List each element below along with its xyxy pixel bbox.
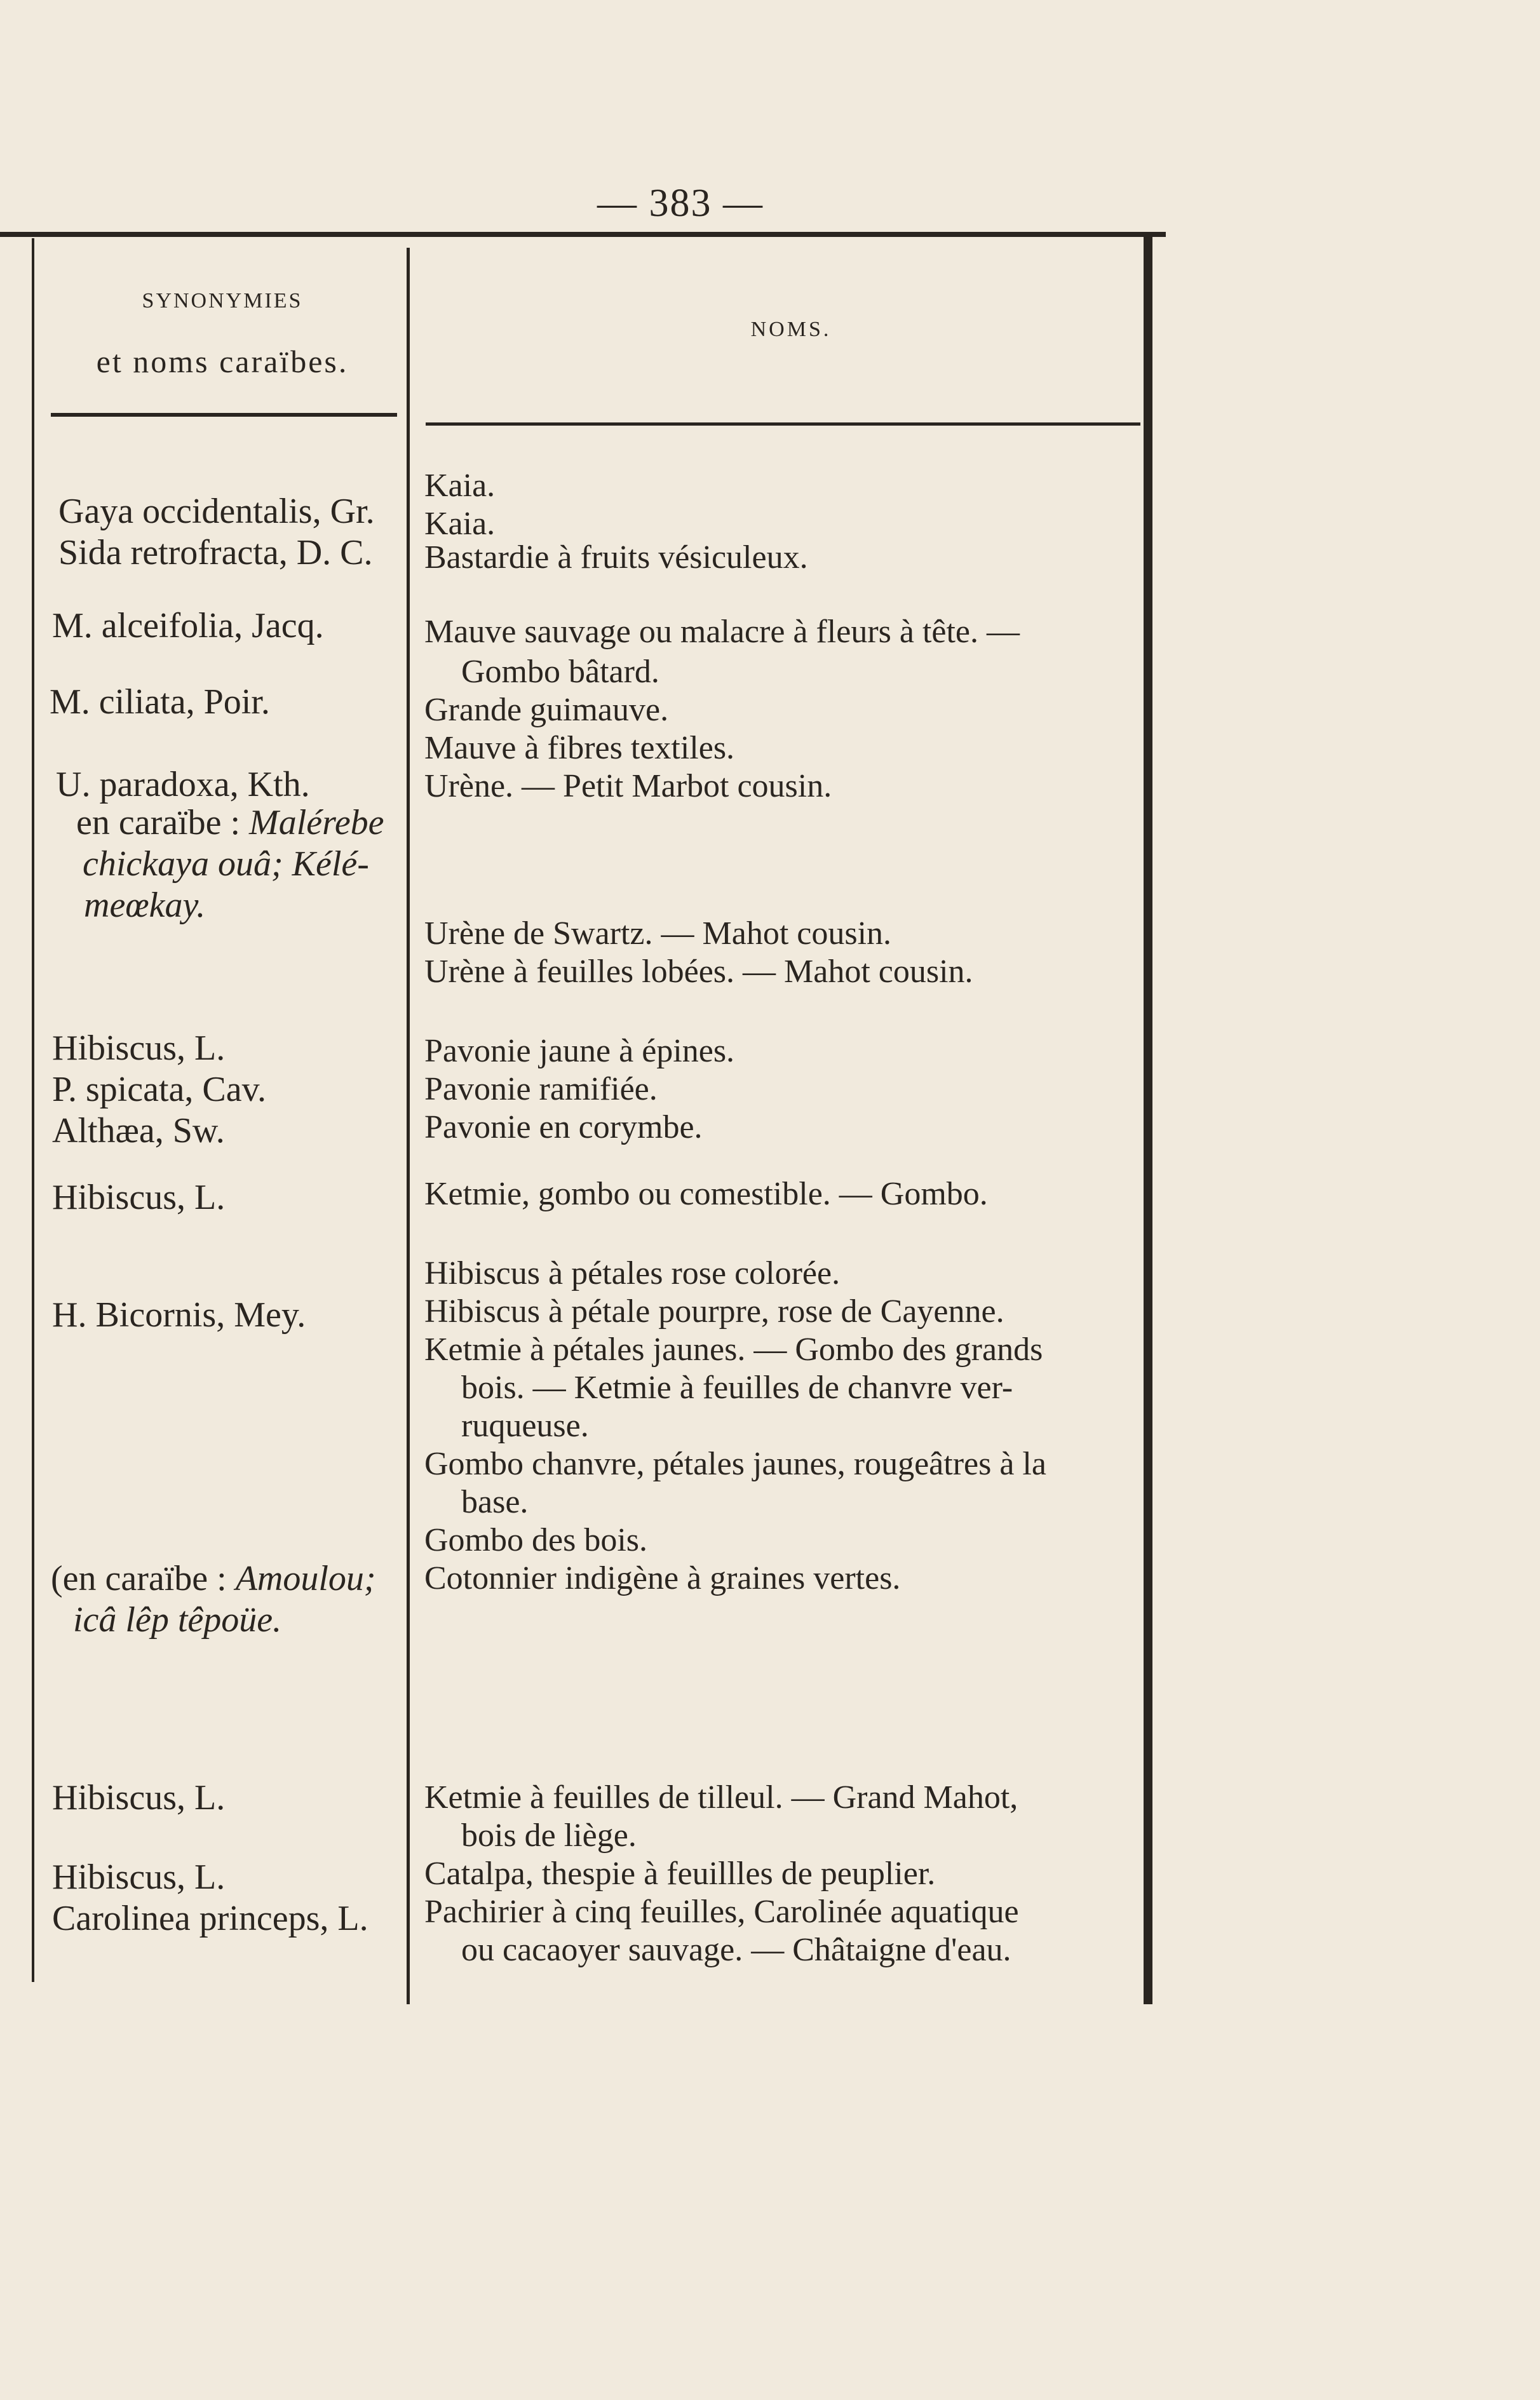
synonym-entry: Sida retrofracta, D. C. bbox=[58, 533, 373, 572]
page-number: — 383 — bbox=[597, 182, 764, 225]
name-entry: Gombo chanvre, pétales jaunes, rougeâtres à la bbox=[424, 1446, 1046, 1482]
synonym-entry: Hibiscus, L. bbox=[52, 1857, 226, 1897]
name-entry: Pavonie en corymbe. bbox=[424, 1109, 703, 1145]
synonym-entry: P. spicata, Cav. bbox=[52, 1070, 266, 1109]
synonym-entry: Carolinea princeps, L. bbox=[52, 1899, 368, 1938]
name-entry: Cotonnier indigène à graines vertes. bbox=[424, 1560, 901, 1596]
carib-prefix: en caraïbe : bbox=[76, 803, 250, 842]
left-border bbox=[32, 238, 34, 1982]
name-entry-cont: ou cacaoyer sauvage. — Châtaigne d'eau. bbox=[461, 1932, 1011, 1968]
name-entry-cont: ruqueuse. bbox=[461, 1408, 589, 1444]
name-entry: Mauve à fibres textiles. bbox=[424, 730, 735, 766]
top-rule bbox=[0, 232, 1166, 237]
name-entry: Ketmie à feuilles de tilleul. — Grand Mahot, bbox=[424, 1779, 1018, 1816]
name-entry: Gombo des bois. bbox=[424, 1522, 647, 1558]
name-entry: Mauve sauvage ou malacre à fleurs à tête. — bbox=[424, 614, 1020, 650]
name-entry: Pavonie ramifiée. bbox=[424, 1071, 658, 1107]
name-entry: Bastardie à fruits vésiculeux. bbox=[424, 539, 808, 576]
name-entry: Kaia. bbox=[424, 506, 496, 542]
header-underline-right bbox=[426, 422, 1140, 426]
name-entry-cont: base. bbox=[461, 1484, 529, 1520]
synonym-entry: M. alceifolia, Jacq. bbox=[52, 606, 324, 645]
synonym-carib-name-cont: icâ lêp têpoüe. bbox=[73, 1600, 282, 1640]
name-entry: Pavonie jaune à épines. bbox=[424, 1033, 735, 1069]
name-entry: Hibiscus à pétales rose colorée. bbox=[424, 1255, 841, 1291]
synonym-entry: Hibiscus, L. bbox=[52, 1778, 226, 1817]
name-entry: Hibiscus à pétale pourpre, rose de Cayenne. bbox=[424, 1293, 1004, 1330]
synonym-carib-name-cont: meœkay. bbox=[84, 886, 206, 925]
name-entry: Grande guimauve. bbox=[424, 692, 669, 728]
name-entry-cont: Gombo bâtard. bbox=[461, 654, 659, 690]
synonym-entry: H. Bicornis, Mey. bbox=[52, 1295, 306, 1335]
synonym-entry: Hibiscus, L. bbox=[52, 1028, 226, 1068]
synonymies-subheader: et noms caraïbes. bbox=[96, 344, 349, 379]
carib-name: Malérebe bbox=[249, 803, 384, 842]
name-entry: Ketmie, gombo ou comestible. — Gombo. bbox=[424, 1176, 988, 1212]
synonym-carib-name bbox=[76, 804, 384, 842]
header-underline-left bbox=[51, 413, 397, 417]
synonym-carib-name: (en caraïbe : Amoulou; bbox=[51, 1559, 376, 1598]
column-divider bbox=[407, 248, 410, 2004]
name-entry: Urène à feuilles lobées. — Mahot cousin. bbox=[424, 954, 973, 990]
synonym-entry: U. paradoxa, Kth. bbox=[56, 765, 310, 804]
noms-header: NOMS. bbox=[750, 318, 832, 341]
name-entry: Ketmie à pétales jaunes. — Gombo des grands bbox=[424, 1331, 1043, 1368]
name-entry: Kaia. bbox=[424, 468, 496, 504]
synonym-carib-name-cont: chickaya ouâ; Kélé- bbox=[83, 844, 369, 884]
synonym-entry: Althæa, Sw. bbox=[52, 1111, 225, 1150]
name-entry: Catalpa, thespie à feuillles de peuplier. bbox=[424, 1856, 936, 1892]
name-entry-cont: bois. — Ketmie à feuilles de chanvre ver- bbox=[461, 1370, 1013, 1406]
synonym-entry: Hibiscus, L. bbox=[52, 1178, 226, 1217]
name-entry: Urène de Swartz. — Mahot cousin. bbox=[424, 915, 892, 952]
name-entry: Urène. — Petit Marbot cousin. bbox=[424, 768, 832, 804]
right-border bbox=[1144, 235, 1152, 2004]
synonym-entry: M. ciliata, Poir. bbox=[50, 682, 270, 722]
name-entry: Pachirier à cinq feuilles, Carolinée aquatique bbox=[424, 1894, 1019, 1930]
synonym-entry: Gaya occidentalis, Gr. bbox=[58, 492, 375, 531]
name-entry-cont: bois de liège. bbox=[461, 1817, 637, 1854]
synonymies-header: SYNONYMIES bbox=[142, 289, 303, 313]
